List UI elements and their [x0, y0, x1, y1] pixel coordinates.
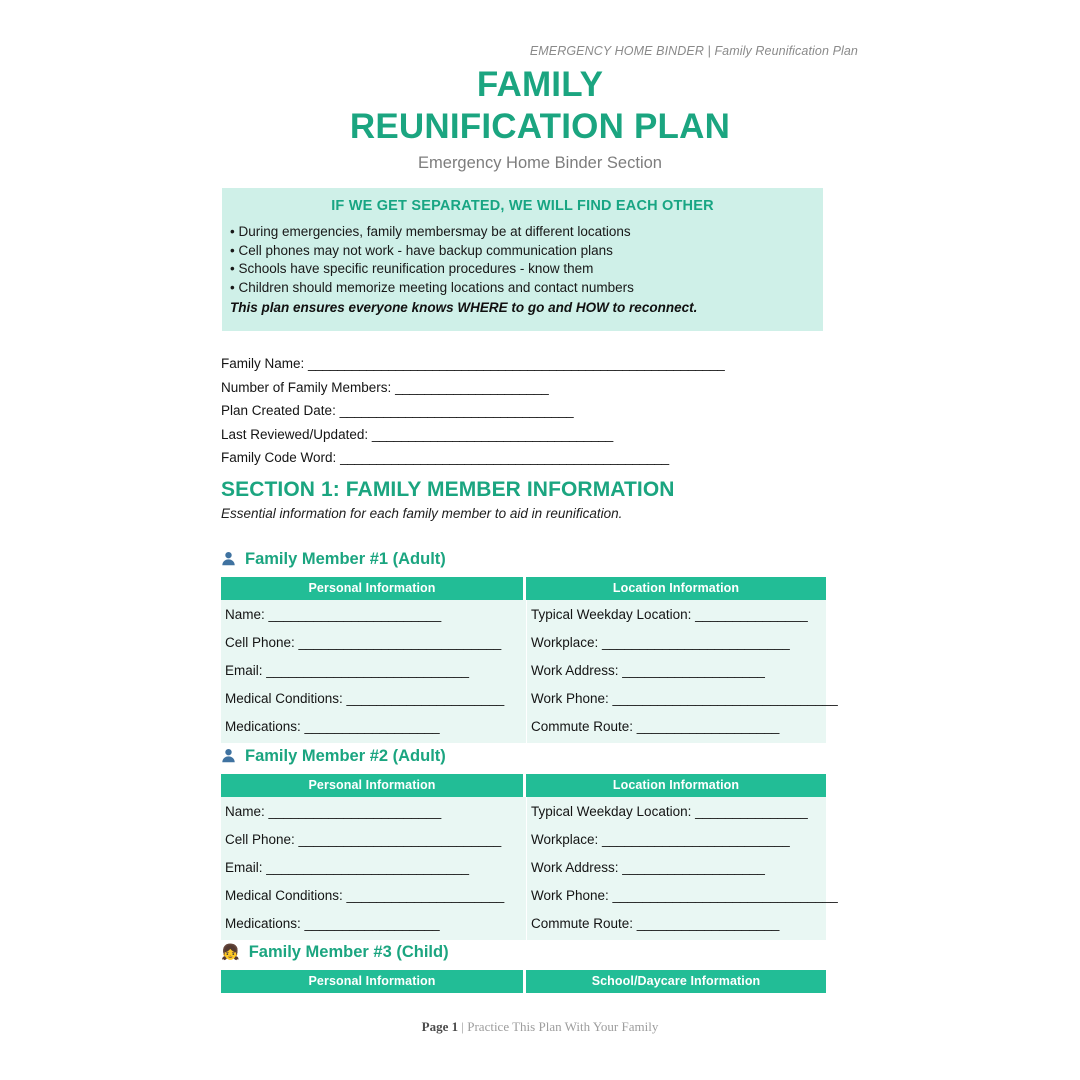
table-row [221, 600, 826, 628]
family-member-title: Family Member #3 (Child) [248, 943, 449, 961]
section-title: SECTION 1: FAMILY MEMBER INFORMATION [221, 478, 675, 501]
field-blank[interactable]: _____________________ [395, 379, 549, 395]
page-title-line1: FAMILY [476, 65, 604, 104]
page-title-line2: REUNIFICATION PLAN [349, 107, 731, 146]
cell-location[interactable]: Work Phone: ______________________________ [526, 881, 826, 909]
table-row [221, 797, 826, 825]
table-row [221, 684, 826, 712]
page-subtitle: Emergency Home Binder Section [418, 154, 662, 172]
list-item: • During emergencies, family membersmay be at different locations [230, 224, 631, 239]
field-blank[interactable]: ________________________________ [339, 403, 574, 418]
person-icon [221, 748, 236, 766]
binder-header-line: EMERGENCY HOME BINDER | Family Reunification Plan [529, 44, 858, 58]
cell-location[interactable]: Typical Weekday Location: _______________ [526, 797, 826, 825]
cell-location[interactable]: Commute Route: ___________________ [526, 909, 826, 940]
cell-location[interactable]: Commute Route: ___________________ [526, 712, 826, 743]
cell-personal[interactable]: Medications: __________________ [221, 909, 526, 940]
cell-location[interactable]: Work Address: ___________________ [526, 656, 826, 684]
family-member-table [221, 577, 838, 743]
field-row [221, 352, 841, 376]
family-member-block-1 [221, 550, 838, 743]
cell-personal[interactable]: Cell Phone: ___________________________ [221, 628, 526, 656]
cell-location[interactable]: Work Address: ___________________ [526, 853, 826, 881]
callout-title: IF WE GET SEPARATED, WE WILL FIND EACH OTHER [331, 198, 714, 214]
cell-location[interactable]: Workplace: _________________________ [526, 628, 826, 656]
family-member-table [221, 774, 838, 940]
field-label: Family Name: [221, 356, 305, 371]
callout-bullet-list [222, 223, 823, 297]
callout-note: This plan ensures everyone knows WHERE to go and HOW to reconnect. [230, 300, 698, 315]
callout-box [222, 188, 823, 331]
column-header-location: Location Information [526, 774, 826, 797]
cell-personal[interactable]: Email: ___________________________ [221, 853, 526, 881]
field-label: Family Code Word: [221, 450, 337, 465]
page-footer [0, 1019, 1080, 1035]
cell-personal[interactable]: Medical Conditions: _____________________ [221, 684, 526, 712]
cell-location[interactable]: Workplace: _________________________ [526, 825, 826, 853]
footer-tagline: Practice This Plan With Your Family [467, 1019, 659, 1034]
family-member-block-3 [221, 943, 823, 993]
field-label: Plan Created Date: [221, 403, 336, 418]
table-row [221, 853, 826, 881]
cell-personal[interactable]: Medications: __________________ [221, 712, 526, 743]
page-title [0, 64, 1080, 148]
cell-location[interactable]: Typical Weekday Location: _______________ [526, 600, 826, 628]
footer-separator: | [458, 1019, 468, 1034]
cell-personal[interactable]: Email: ___________________________ [221, 656, 526, 684]
field-row [221, 446, 841, 470]
family-member-table [221, 970, 826, 993]
field-label: Number of Family Members: [221, 379, 392, 395]
table-row [221, 628, 826, 656]
table-row [221, 881, 826, 909]
cell-personal[interactable]: Name: _______________________ [221, 600, 526, 628]
table-row [221, 909, 826, 940]
plan-metadata-fields [221, 352, 841, 470]
family-member-heading [221, 550, 823, 569]
cell-personal[interactable]: Name: _______________________ [221, 797, 526, 825]
family-member-title: Family Member #1 (Adult) [245, 550, 446, 568]
footer-page-label: Page 1 [421, 1019, 459, 1034]
field-blank[interactable]: _________________________________ [371, 426, 614, 442]
table-header-row [221, 774, 826, 797]
field-blank[interactable]: _____________________________________________ [340, 450, 669, 465]
family-member-heading [221, 747, 823, 766]
table-row [221, 712, 826, 743]
cell-location[interactable]: Work Phone: ______________________________ [526, 684, 826, 712]
list-item: • Children should memorize meeting locations and contact numbers [230, 279, 634, 295]
field-label: Last Reviewed/Updated: [221, 426, 369, 442]
family-member-title: Family Member #2 (Adult) [245, 747, 446, 765]
cell-personal[interactable]: Medical Conditions: _____________________ [221, 881, 526, 909]
field-row [221, 376, 841, 400]
cell-personal[interactable]: Cell Phone: ___________________________ [221, 825, 526, 853]
field-blank[interactable]: _________________________________________________________ [308, 356, 725, 371]
table-header-row [221, 970, 826, 993]
list-item: • Cell phones may not work - have backup communication plans [230, 242, 613, 258]
person-icon [221, 551, 236, 569]
column-header-school: School/Daycare Information [526, 970, 826, 993]
column-header-personal: Personal Information [221, 970, 526, 993]
family-member-heading [221, 943, 823, 962]
column-header-personal: Personal Information [221, 774, 526, 797]
section-heading-block [221, 478, 861, 521]
column-header-personal: Personal Information [221, 577, 526, 600]
child-icon: 👧 [221, 944, 240, 961]
field-row [221, 399, 841, 423]
column-header-location: Location Information [526, 577, 826, 600]
family-member-block-2 [221, 747, 838, 940]
table-row [221, 656, 826, 684]
field-row [221, 423, 841, 447]
section-description: Essential information for each family member to aid in reunification. [221, 506, 623, 521]
table-header-row [221, 577, 826, 600]
list-item: • Schools have specific reunification procedures - know them [230, 261, 594, 276]
table-row [221, 825, 826, 853]
